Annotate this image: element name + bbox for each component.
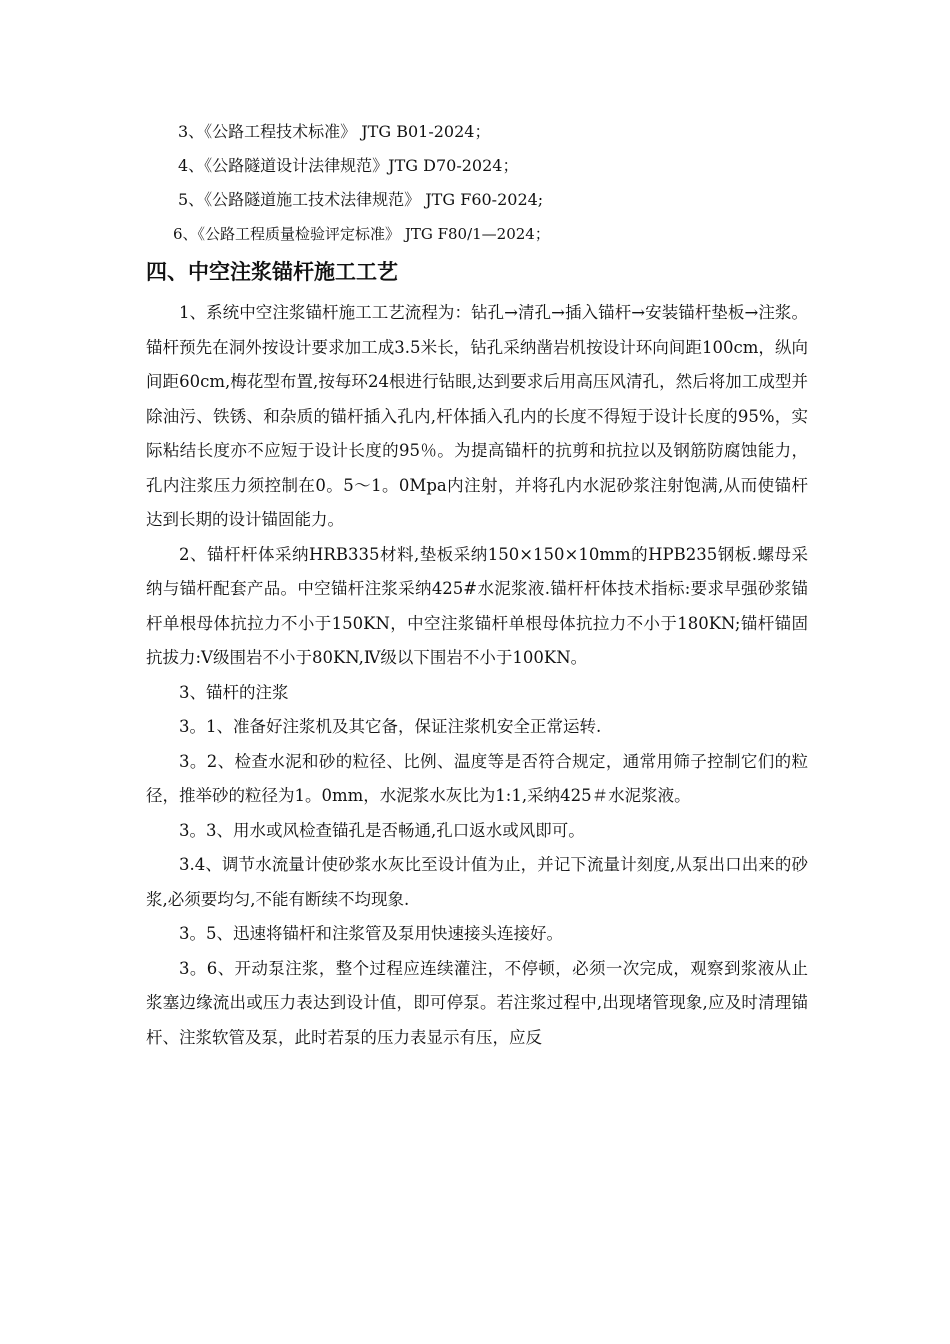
section-heading: 四、中空注浆锚杆施工工艺 [146, 260, 398, 284]
paragraph-materials: 2、锚杆杆体采纳HRB335材料,垫板采纳150×150×10mm的HPB235钢板.螺母采纳与锚杆配套产品。中空锚杆注浆采纳425#水泥浆液.锚杆杆体技术指标:要求早强砂浆锚杆单根母体抗拉力不小于150KN，中空注浆锚杆单根母体抗拉力不小于180KN;锚杆锚固抗拔力:Ⅴ级围岩不小于80KN,Ⅳ级以下围岩不小于100KN。 [146, 544, 808, 667]
paragraph-step-3-5: 3。5、迅速将锚杆和注浆管及泵用快速接头连接好。 [179, 924, 563, 943]
paragraph-step-3-3: 3。3、用水或风检查锚孔是否畅通,孔口返水或风即可。 [179, 820, 585, 840]
paragraph-step-3-4: 3.4、调节水流量计使砂浆水灰比至设计值为止，并记下流量计刻度,从泵出口出来的砂浆,必须要均匀,不能有断续不均现象. [146, 855, 808, 909]
paragraph-step-3-6: 3。6、开动泵注浆，整个过程应连续灌注，不停顿，必须一次完成，观察到浆液从止浆塞边缘流出或压力表达到设计值，即可停泵。若注浆过程中,出现堵管现象,应及时清理锚杆、注浆软管及泵，此时若泵的压力表显示有压，应反 [146, 958, 808, 1047]
paragraph-step-3-1: 3。1、准备好注浆机及其它备，保证注浆机安全正常运转. [179, 717, 602, 736]
paragraph-process-flow: 1、系统中空注浆锚杆施工工艺流程为：钻孔→清孔→插入锚杆→安装锚杆垫板→注浆。锚杆预先在洞外按设计要求加工成3.5米长，钻孔采纳凿岩机按设计环向间距100cm，纵向间距60cm,梅花型布置,按每环24根进行钻眼,达到要求后用高压风清孔，然后将加工成型并除油污、铁锈、和杂质的锚杆插入孔内,杆体插入孔内的长度不得短于设计长度的95%，实际粘结长度亦不应短于设计长度的95％。为提高锚杆的抗剪和抗拉以及钢筋防腐蚀能力，孔内注浆压力须控制在0。5～1。0Mpa内注射，并将孔内水泥砂浆注射饱满,从而使锚杆达到长期的设计锚固能力。 [146, 303, 808, 529]
reference-list [0, 122, 950, 258]
paragraph-step-3-2: 3。2、检查水泥和砂的粒径、比例、温度等是否符合规定，通常用筛子控制它们的粒径，推举砂的粒径为1。0mm，水泥浆水灰比为1:1,采纳425＃水泥浆液。 [146, 751, 808, 805]
reference-item: 3、《公路工程技术标准》 JTG B01-2024； [178, 122, 491, 141]
reference-item: 5、《公路隧道施工技术法律规范》 JTG F60-2024; [178, 190, 544, 209]
reference-item: 4、《公路隧道设计法律规范》JTG D70-2024； [178, 156, 519, 175]
reference-item: 6、《公路工程质量检验评定标准》 JTG F80/1—2024； [173, 225, 550, 243]
section-body [146, 296, 808, 1055]
paragraph-grouting-heading: 3、锚杆的注浆 [179, 682, 289, 702]
